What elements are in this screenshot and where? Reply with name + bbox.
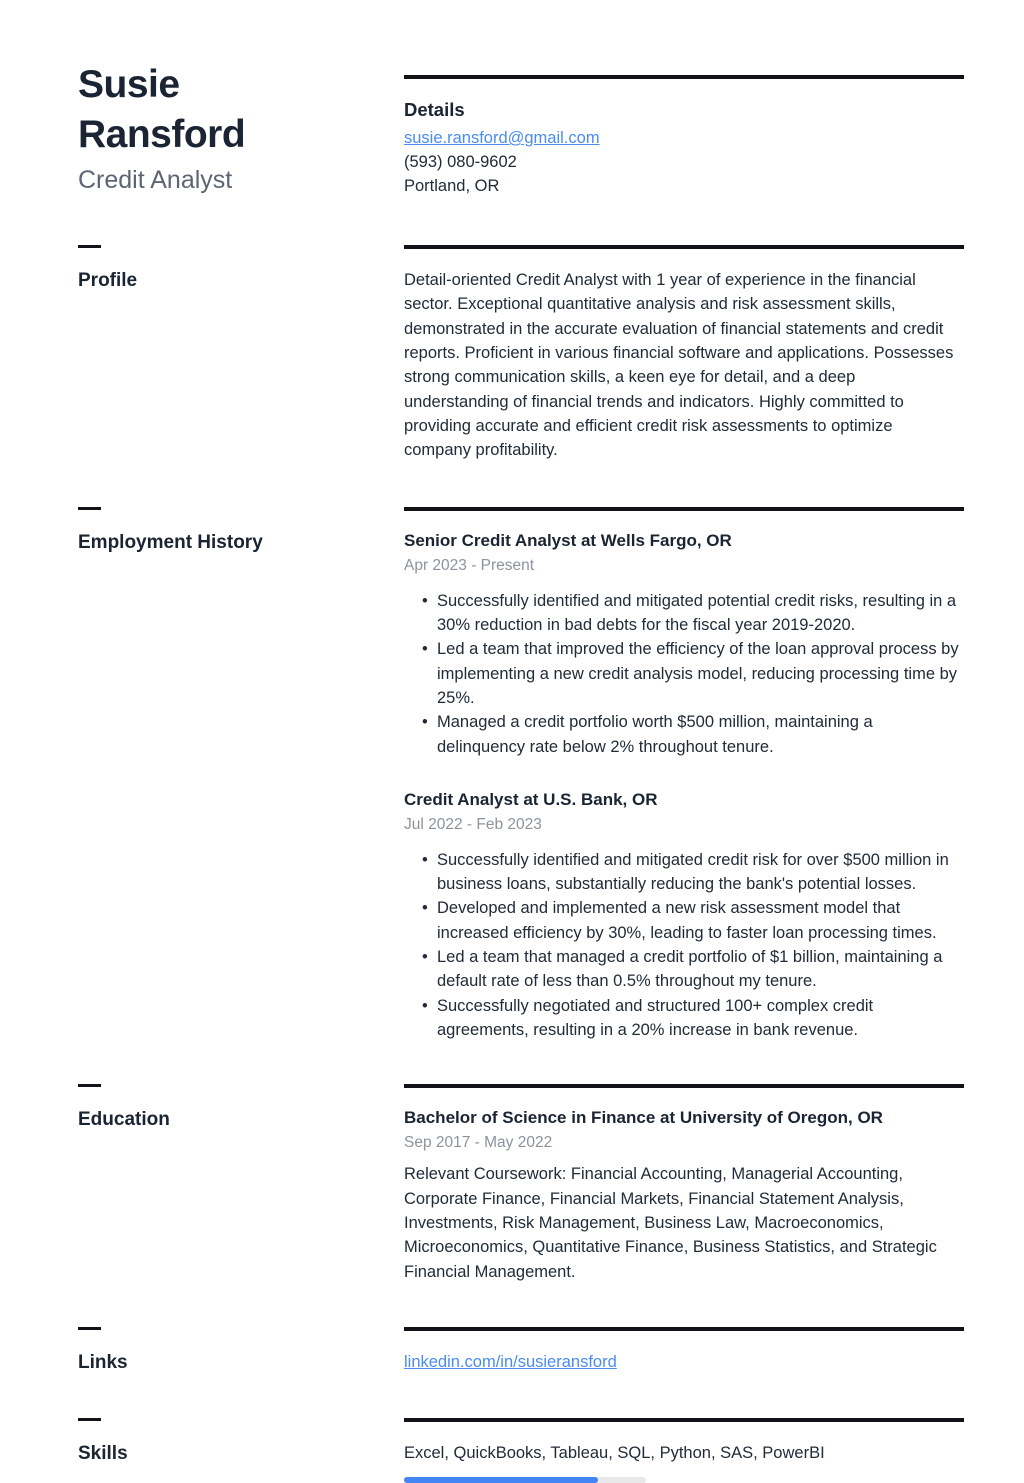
job-dates: Apr 2023 - Present	[404, 556, 535, 574]
skill-level-bar	[404, 1477, 646, 1483]
employment-dash	[78, 507, 101, 510]
person-job-title: Credit Analyst	[78, 166, 233, 195]
profile-text: Detail-oriented Credit Analyst with 1 year of experience in the financial sector. Exceptional quantitative analysis and risk assessment skills, demonstrated in the accurate evaluation of financial statements and credit reports. Proficient in various financial software and applications. Possesses strong communication skills, a keen eye for detail, and a deep understanding of financial trends and indicators. Highly committed to providing accurate and efficient credit risk assessments to optimize company profitability.	[404, 270, 954, 460]
links-rule	[404, 1327, 964, 1331]
employment-rule	[404, 507, 964, 511]
linkedin-link[interactable]: linkedin.com/in/susieransford	[404, 1352, 617, 1371]
profile-rule	[404, 245, 964, 249]
links-heading: Links	[78, 1351, 128, 1373]
header-section	[78, 60, 964, 198]
job-entry	[404, 530, 964, 759]
education-dates: Sep 2017 - May 2022	[404, 1134, 553, 1152]
job-dates: Jul 2022 - Feb 2023	[404, 815, 542, 833]
job-bullet: • Successfully negotiated and structured 100+ complex credit agreements, resulting in a 20% increase in bank revenue.	[437, 994, 964, 1043]
skills-dash	[78, 1418, 101, 1421]
linkedin-row	[404, 1350, 964, 1374]
email-link[interactable]: susie.ransford@gmail.com	[404, 128, 600, 147]
employment-section	[78, 507, 964, 1043]
links-section	[78, 1327, 964, 1375]
profile-heading: Profile	[78, 269, 138, 291]
job-bullet: • Led a team that managed a credit portfolio of $1 billion, maintaining a default rate of less than 0.5% throughout my tenure.	[437, 945, 964, 994]
details-heading: Details	[404, 99, 465, 120]
job-bullet: • Led a team that improved the efficiency of the loan approval process by implementing a new credit analysis model, reducing processing time by 25%.	[437, 637, 964, 710]
skills-rule	[404, 1418, 964, 1422]
profile-section	[78, 245, 964, 463]
location: Portland, OR	[404, 176, 500, 195]
job-title: Credit Analyst at U.S. Bank, OR	[404, 789, 658, 809]
education-rule	[404, 1084, 964, 1088]
employment-heading: Employment History	[78, 531, 263, 553]
education-dash	[78, 1084, 101, 1087]
job-bullet: • Developed and implemented a new risk assessment model that increased efficiency by 30%, leading to faster loan processing times.	[437, 896, 964, 945]
phone: (593) 080-9602	[404, 152, 517, 171]
details-rule	[404, 75, 964, 79]
person-name: Susie Ransford	[78, 63, 246, 156]
job-bullet-list	[404, 589, 964, 759]
job-entry	[404, 789, 964, 1043]
job-bullet: • Successfully identified and mitigated potential credit risks, resulting in a 30% reduction in bad debts for the fiscal year 2019-2020.	[437, 589, 964, 638]
skill-bar-fill	[404, 1477, 598, 1483]
skills-heading: Skills	[78, 1442, 128, 1464]
education-heading: Education	[78, 1109, 170, 1131]
links-dash	[78, 1327, 101, 1330]
email-row	[404, 126, 964, 150]
coursework-text: Relevant Coursework: Financial Accounting, Managerial Accounting, Corporate Finance, Financial Markets, Financial Statement Analysis, Investments, Risk Management, Business Law, Macroeconomics, Microeconomics, Quantitative Finance, Business Statistics, and Strategic Financial Management.	[404, 1165, 937, 1281]
job-bullet: • Successfully identified and mitigated credit risk for over $500 million in business loans, substantially reducing the bank's potential losses.	[437, 848, 964, 897]
profile-dash	[78, 245, 101, 248]
skills-list: Excel, QuickBooks, Tableau, SQL, Python, SAS, PowerBI	[404, 1443, 825, 1462]
job-bullet-list	[404, 848, 964, 1043]
job-bullet: • Managed a credit portfolio worth $500 million, maintaining a delinquency rate below 2% throughout tenure.	[437, 710, 964, 759]
degree-title: Bachelor of Science in Finance at University of Oregon, OR	[404, 1108, 883, 1128]
skills-section	[78, 1418, 964, 1483]
job-title: Senior Credit Analyst at Wells Fargo, OR	[404, 530, 732, 550]
education-section	[78, 1084, 964, 1284]
